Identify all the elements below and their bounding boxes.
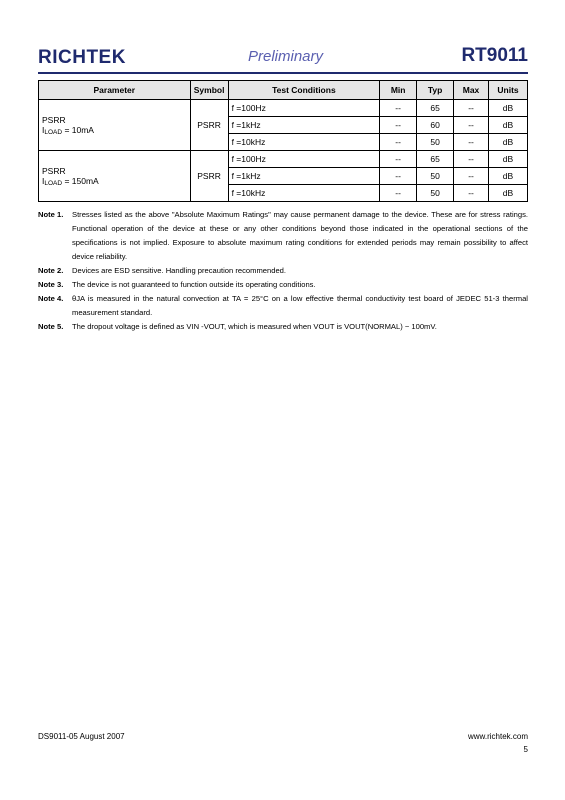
note-label: Note 4. — [38, 294, 64, 303]
max-cell: -- — [454, 134, 489, 151]
column-header: Symbol — [190, 81, 228, 100]
typ-cell: 65 — [417, 151, 454, 168]
unit-cell: dB — [489, 117, 528, 134]
unit-cell: dB — [489, 100, 528, 117]
column-header: Units — [489, 81, 528, 100]
note-text: The dropout voltage is defined as VIN -VOUT, which is measured when VOUT is VOUT(NORMAL) − 100mV. — [72, 322, 437, 331]
column-header: Min — [380, 81, 417, 100]
note-item — [38, 292, 528, 320]
table-row — [39, 100, 528, 117]
column-header: Max — [454, 81, 489, 100]
max-cell: -- — [454, 117, 489, 134]
website-link[interactable]: www.richtek.com — [467, 732, 528, 741]
note-label: Note 3. — [38, 280, 64, 289]
parameter-name: PSRR — [42, 114, 66, 125]
max-cell: -- — [454, 151, 489, 168]
min-cell: -- — [380, 134, 417, 151]
max-cell: -- — [454, 185, 489, 202]
note-text: The device is not guaranteed to function outside its operating conditions. — [72, 280, 316, 289]
typ-cell: 50 — [417, 185, 454, 202]
unit-cell: dB — [489, 134, 528, 151]
part-number: RT9011 — [461, 45, 528, 66]
status-label: Preliminary — [248, 48, 324, 65]
parameter-cell — [39, 100, 191, 151]
column-header: Parameter — [39, 81, 191, 100]
page-number: 5 — [523, 745, 528, 754]
spec-table — [38, 80, 528, 202]
min-cell: -- — [380, 185, 417, 202]
condition-cell: f =10kHz — [228, 134, 380, 151]
condition-cell: f =1kHz — [228, 117, 380, 134]
note-item — [38, 278, 528, 292]
note-label: Note 1. — [38, 210, 64, 219]
typ-cell: 50 — [417, 134, 454, 151]
symbol-cell: PSRR — [190, 151, 228, 202]
typ-cell: 50 — [417, 168, 454, 185]
column-header: Typ — [417, 81, 454, 100]
unit-cell: dB — [489, 185, 528, 202]
condition-cell: f =100Hz — [228, 100, 380, 117]
note-text: Stresses listed as the above "Absolute Maximum Ratings" may cause permanent damage to the device. These are for stress ratings. Functional operation of the device at these or any other conditions beyond those indicated in the operational sections of the specifications is not implied. Exposure to absolute maximum rating conditions for extended periods may remain possibility to affect device reliability. — [72, 210, 528, 261]
condition-cell: f =10kHz — [228, 185, 380, 202]
max-cell: -- — [454, 168, 489, 185]
note-item — [38, 208, 528, 264]
header-divider — [38, 72, 528, 74]
note-text: θJA is measured in the natural convection at TA = 25°C on a low effective thermal conductivity test board of JEDEC 51-3 thermal measurement standard. — [72, 294, 528, 317]
column-header: Test Conditions — [228, 81, 380, 100]
page-header — [38, 44, 528, 72]
note-text: Devices are ESD sensitive. Handling precaution recommended. — [72, 266, 286, 275]
condition-cell: f =100Hz — [228, 151, 380, 168]
symbol-cell: PSRR — [190, 100, 228, 151]
note-label: Note 5. — [38, 322, 64, 331]
min-cell: -- — [380, 151, 417, 168]
min-cell: -- — [380, 168, 417, 185]
parameter-name: PSRR — [42, 165, 66, 176]
unit-cell: dB — [489, 151, 528, 168]
richtek-logo: RICHTEK — [38, 47, 126, 68]
condition-cell: f =1kHz — [228, 168, 380, 185]
note-item — [38, 264, 528, 278]
typ-cell: 60 — [417, 117, 454, 134]
table-header-row — [39, 81, 528, 100]
parameter-cell — [39, 151, 191, 202]
unit-cell: dB — [489, 168, 528, 185]
typ-cell: 65 — [417, 100, 454, 117]
notes-section — [38, 208, 528, 334]
note-label: Note 2. — [38, 266, 64, 275]
table-row — [39, 151, 528, 168]
note-item — [38, 320, 528, 334]
max-cell: -- — [454, 100, 489, 117]
min-cell: -- — [380, 100, 417, 117]
document-id: DS9011-05 August 2007 — [38, 732, 125, 741]
parameter-load: ILOAD = 150mA — [42, 175, 99, 187]
parameter-load: ILOAD = 10mA — [42, 124, 94, 136]
min-cell: -- — [380, 117, 417, 134]
